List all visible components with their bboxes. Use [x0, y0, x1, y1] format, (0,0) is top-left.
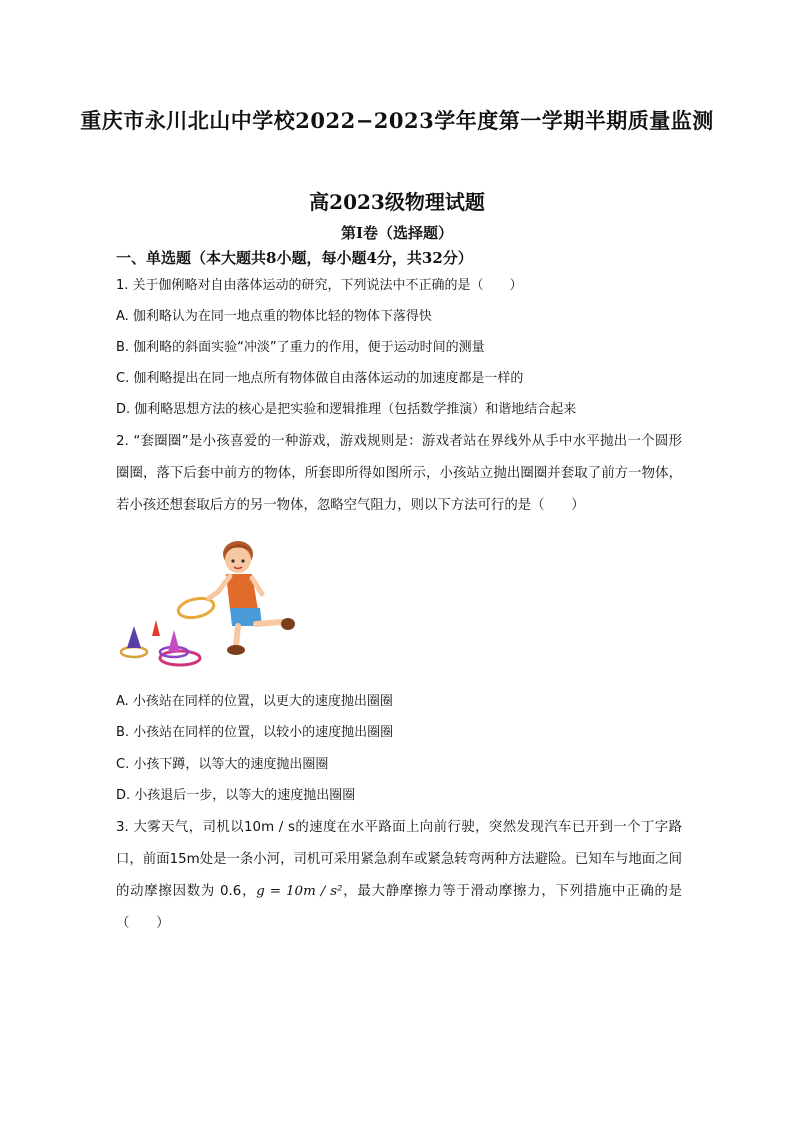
exam-title: 重庆市永川北山中学校2022−2023学年度第一学期半期质量监测 [80, 108, 714, 133]
volume-heading: 第Ⅰ卷（选择题） [340, 224, 454, 242]
question-1-option-c: C. 伽利略提出在同一地点所有物体做自由落体运动的加速度都是一样的 [116, 371, 524, 386]
question-1-option-a: A. 伽利略认为在同一地点重的物体比轻的物体下落得快 [116, 309, 432, 324]
ring-toss-illustration [112, 528, 312, 674]
question-3-stem [116, 812, 682, 940]
exam-subtitle: 高2023级物理试题 [309, 190, 485, 214]
gravity-formula: g = 10m / s² [256, 884, 343, 899]
question-2-stem: 2. “套圈圈”是小孩喜爱的一种游戏，游戏规则是：游戏者站在界线外从手中水平抛出一个圆形圈圈，落下后套中前方的物体，所套即所得如图所示，小孩站立抛出圈圈并套取了前方一物体，若小孩还想套取后方的另一物体，忽略空气阻力，则以下方法可行的是（ ） [116, 434, 682, 513]
question-2-option-d: D. 小孩退后一步，以等大的速度抛出圈圈 [116, 788, 356, 803]
question-3-text-part1: 3. 大雾天气，司机以10m / s的速度在水平路面上向前行驶，突然发现汽车已开到一个丁字路口，前面15m处是一条小河，司机可采用紧急刹车或紧急转弯两种方法避险。已知车与地面之间的动摩擦因数为 0.6， [116, 820, 682, 899]
question-3-text-part2: ，最大静摩擦力等于滑动摩擦力，下列措施中正确的是（ ） [116, 884, 682, 931]
question-1-stem: 1. 关于伽俐略对自由落体运动的研究，下列说法中不正确的是（ ） [116, 278, 523, 293]
section-heading: 一、单选题（本大题共8小题，每小题4分，共32分） [116, 249, 473, 267]
question-1-option-b: B. 伽利略的斜面实验“冲淡”了重力的作用，便于运动时间的测量 [116, 340, 485, 355]
question-2-option-a: A. 小孩站在同样的位置，以更大的速度抛出圈圈 [116, 694, 393, 709]
question-2-option-b: B. 小孩站在同样的位置，以较小的速度抛出圈圈 [116, 725, 394, 740]
question-2-option-c: C. 小孩下蹲，以等大的速度抛出圈圈 [116, 757, 329, 772]
question-1-option-d: D. 伽利略思想方法的核心是把实验和逻辑推理（包括数学推演）和谐地结合起来 [116, 402, 577, 417]
